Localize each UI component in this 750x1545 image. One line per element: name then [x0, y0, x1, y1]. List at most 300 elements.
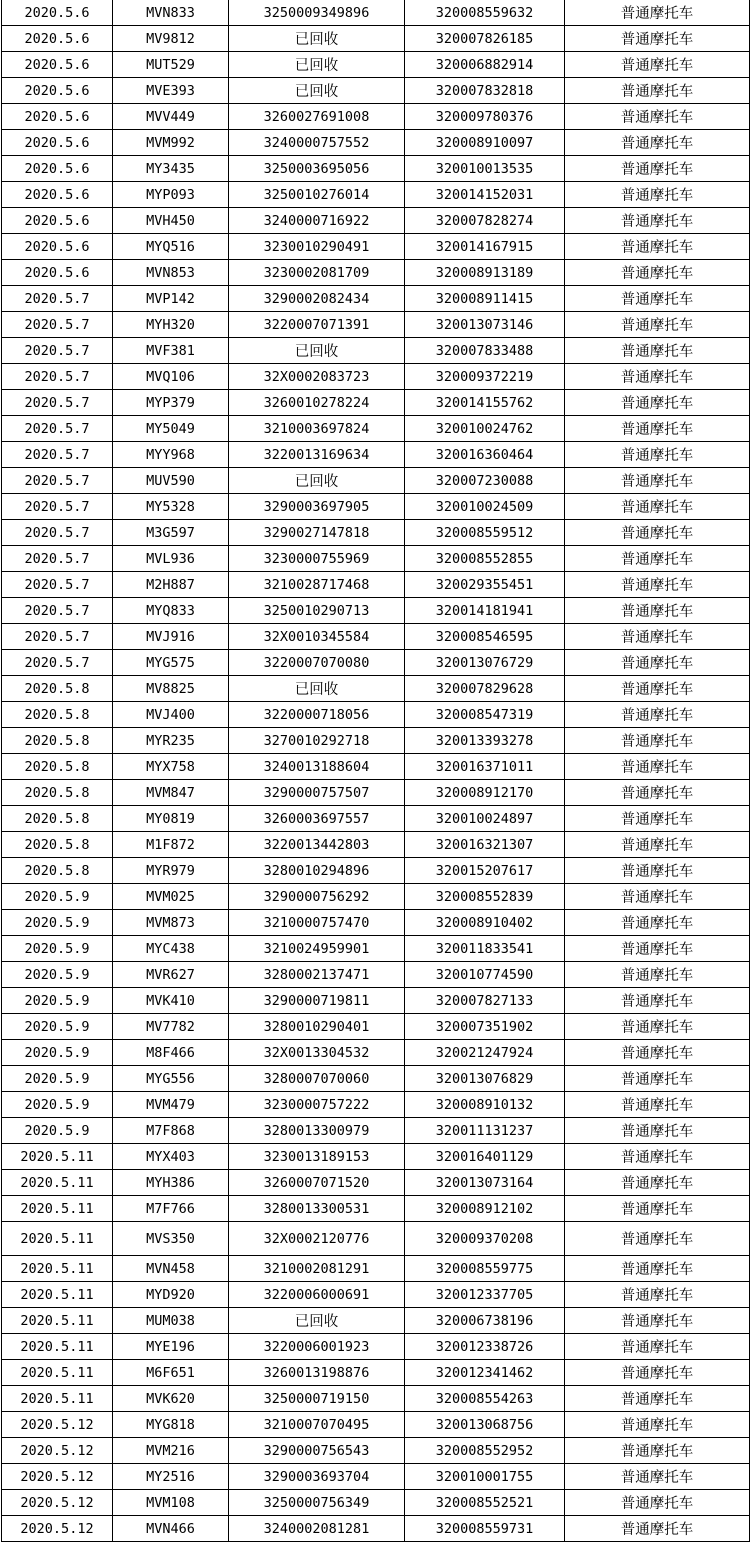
type-cell: 普通摩托车: [565, 78, 750, 104]
code-cell: 3290000719811: [229, 988, 405, 1014]
code-cell: 3280010294896: [229, 858, 405, 884]
table-row: [2, 1040, 750, 1066]
type-cell: 普通摩托车: [565, 988, 750, 1014]
vehicle-table: [1, 0, 750, 1542]
id-cell: 320010024762: [405, 416, 565, 442]
code-cell: 3240000716922: [229, 208, 405, 234]
id-cell: 320008913189: [405, 260, 565, 286]
table-row: [2, 572, 750, 598]
id-cell: 320013073146: [405, 312, 565, 338]
date-cell: 2020.5.12: [2, 1516, 113, 1542]
code-cell: 3230000757222: [229, 1092, 405, 1118]
code-cell: 3290003693704: [229, 1464, 405, 1490]
code-cell: 3240000757552: [229, 130, 405, 156]
type-cell: 普通摩托车: [565, 676, 750, 702]
code-cell: 3210000757470: [229, 910, 405, 936]
id-cell: 320010024509: [405, 494, 565, 520]
date-cell: 2020.5.11: [2, 1282, 113, 1308]
table-row: [2, 0, 750, 26]
type-cell: 普通摩托车: [565, 1334, 750, 1360]
date-cell: 2020.5.12: [2, 1464, 113, 1490]
plate-cell: MVK620: [113, 1386, 229, 1412]
type-cell: 普通摩托车: [565, 156, 750, 182]
id-cell: 320008552521: [405, 1490, 565, 1516]
date-cell: 2020.5.8: [2, 780, 113, 806]
id-cell: 320009780376: [405, 104, 565, 130]
table-row: [2, 1118, 750, 1144]
date-cell: 2020.5.6: [2, 182, 113, 208]
type-cell: 普通摩托车: [565, 390, 750, 416]
code-cell: 已回收: [229, 338, 405, 364]
date-cell: 2020.5.7: [2, 312, 113, 338]
table-row: [2, 1014, 750, 1040]
type-cell: 普通摩托车: [565, 1222, 750, 1256]
table-row: [2, 104, 750, 130]
type-cell: 普通摩托车: [565, 468, 750, 494]
plate-cell: MYR235: [113, 728, 229, 754]
table-row: [2, 1222, 750, 1256]
date-cell: 2020.5.9: [2, 1066, 113, 1092]
type-cell: 普通摩托车: [565, 962, 750, 988]
table-row: [2, 1438, 750, 1464]
type-cell: 普通摩托车: [565, 312, 750, 338]
plate-cell: MYR979: [113, 858, 229, 884]
id-cell: 320008552952: [405, 1438, 565, 1464]
type-cell: 普通摩托车: [565, 1040, 750, 1066]
id-cell: 320008912102: [405, 1196, 565, 1222]
type-cell: 普通摩托车: [565, 702, 750, 728]
id-cell: 320015207617: [405, 858, 565, 884]
code-cell: 3230013189153: [229, 1144, 405, 1170]
code-cell: 3280013300979: [229, 1118, 405, 1144]
table-row: [2, 754, 750, 780]
date-cell: 2020.5.11: [2, 1308, 113, 1334]
table-row: [2, 364, 750, 390]
plate-cell: MYH320: [113, 312, 229, 338]
plate-cell: MY2516: [113, 1464, 229, 1490]
table-row: [2, 884, 750, 910]
id-cell: 320008912170: [405, 780, 565, 806]
table-row: [2, 988, 750, 1014]
type-cell: 普通摩托车: [565, 416, 750, 442]
date-cell: 2020.5.8: [2, 832, 113, 858]
table-row: [2, 130, 750, 156]
code-cell: 3220006000691: [229, 1282, 405, 1308]
type-cell: 普通摩托车: [565, 442, 750, 468]
date-cell: 2020.5.7: [2, 364, 113, 390]
code-cell: 3230002081709: [229, 260, 405, 286]
id-cell: 320011131237: [405, 1118, 565, 1144]
id-cell: 320008546595: [405, 624, 565, 650]
code-cell: 32X0002120776: [229, 1222, 405, 1256]
id-cell: 320021247924: [405, 1040, 565, 1066]
code-cell: 3230010290491: [229, 234, 405, 260]
id-cell: 320013073164: [405, 1170, 565, 1196]
type-cell: 普通摩托车: [565, 208, 750, 234]
id-cell: 320006882914: [405, 52, 565, 78]
plate-cell: MYH386: [113, 1170, 229, 1196]
id-cell: 320016321307: [405, 832, 565, 858]
code-cell: 3250000719150: [229, 1386, 405, 1412]
table-row: [2, 1282, 750, 1308]
table-row: [2, 962, 750, 988]
code-cell: 3260013198876: [229, 1360, 405, 1386]
type-cell: 普通摩托车: [565, 936, 750, 962]
code-cell: 3260007071520: [229, 1170, 405, 1196]
type-cell: 普通摩托车: [565, 884, 750, 910]
type-cell: 普通摩托车: [565, 1516, 750, 1542]
type-cell: 普通摩托车: [565, 234, 750, 260]
date-cell: 2020.5.12: [2, 1412, 113, 1438]
code-cell: 3220013442803: [229, 832, 405, 858]
code-cell: 3220007071391: [229, 312, 405, 338]
type-cell: 普通摩托车: [565, 182, 750, 208]
date-cell: 2020.5.7: [2, 598, 113, 624]
table-row: [2, 806, 750, 832]
date-cell: 2020.5.11: [2, 1170, 113, 1196]
table-row: [2, 1464, 750, 1490]
date-cell: 2020.5.7: [2, 520, 113, 546]
table-row: [2, 26, 750, 52]
id-cell: 320007230088: [405, 468, 565, 494]
plate-cell: MY0819: [113, 806, 229, 832]
type-cell: 普通摩托车: [565, 130, 750, 156]
id-cell: 320010013535: [405, 156, 565, 182]
id-cell: 320009372219: [405, 364, 565, 390]
type-cell: 普通摩托车: [565, 338, 750, 364]
table-row: [2, 624, 750, 650]
plate-cell: MVL936: [113, 546, 229, 572]
plate-cell: MUT529: [113, 52, 229, 78]
table-row: [2, 1308, 750, 1334]
table-row: [2, 416, 750, 442]
plate-cell: MY5049: [113, 416, 229, 442]
type-cell: 普通摩托车: [565, 260, 750, 286]
date-cell: 2020.5.8: [2, 702, 113, 728]
date-cell: 2020.5.6: [2, 78, 113, 104]
plate-cell: M1F872: [113, 832, 229, 858]
plate-cell: MYG575: [113, 650, 229, 676]
id-cell: 320014181941: [405, 598, 565, 624]
plate-cell: MVV449: [113, 104, 229, 130]
date-cell: 2020.5.9: [2, 1040, 113, 1066]
id-cell: 320013068756: [405, 1412, 565, 1438]
id-cell: 320006738196: [405, 1308, 565, 1334]
date-cell: 2020.5.9: [2, 1014, 113, 1040]
code-cell: 3260003697557: [229, 806, 405, 832]
id-cell: 320016371011: [405, 754, 565, 780]
id-cell: 320007826185: [405, 26, 565, 52]
id-cell: 320010024897: [405, 806, 565, 832]
type-cell: 普通摩托车: [565, 728, 750, 754]
date-cell: 2020.5.11: [2, 1386, 113, 1412]
plate-cell: MYP379: [113, 390, 229, 416]
plate-cell: MYQ833: [113, 598, 229, 624]
code-cell: 3250000756349: [229, 1490, 405, 1516]
date-cell: 2020.5.12: [2, 1490, 113, 1516]
date-cell: 2020.5.7: [2, 546, 113, 572]
plate-cell: MUV590: [113, 468, 229, 494]
plate-cell: MVK410: [113, 988, 229, 1014]
code-cell: 32X0013304532: [229, 1040, 405, 1066]
table-row: [2, 208, 750, 234]
type-cell: 普通摩托车: [565, 598, 750, 624]
table-row: [2, 936, 750, 962]
type-cell: 普通摩托车: [565, 1170, 750, 1196]
table-row: [2, 702, 750, 728]
id-cell: 320007829628: [405, 676, 565, 702]
table-row: [2, 1144, 750, 1170]
id-cell: 320008910097: [405, 130, 565, 156]
type-cell: 普通摩托车: [565, 572, 750, 598]
plate-cell: MVM108: [113, 1490, 229, 1516]
type-cell: 普通摩托车: [565, 1360, 750, 1386]
code-cell: 已回收: [229, 52, 405, 78]
id-cell: 320010001755: [405, 1464, 565, 1490]
code-cell: 3290027147818: [229, 520, 405, 546]
plate-cell: MYQ516: [113, 234, 229, 260]
table-row: [2, 1412, 750, 1438]
table-row: [2, 1386, 750, 1412]
plate-cell: MVN853: [113, 260, 229, 286]
plate-cell: M8F466: [113, 1040, 229, 1066]
code-cell: 已回收: [229, 78, 405, 104]
code-cell: 3290003697905: [229, 494, 405, 520]
plate-cell: MVP142: [113, 286, 229, 312]
code-cell: 3210003697824: [229, 416, 405, 442]
id-cell: 320008559775: [405, 1256, 565, 1282]
plate-cell: MVR627: [113, 962, 229, 988]
table-row: [2, 1196, 750, 1222]
date-cell: 2020.5.9: [2, 910, 113, 936]
id-cell: 320008547319: [405, 702, 565, 728]
type-cell: 普通摩托车: [565, 858, 750, 884]
type-cell: 普通摩托车: [565, 1282, 750, 1308]
type-cell: 普通摩托车: [565, 780, 750, 806]
type-cell: 普通摩托车: [565, 1386, 750, 1412]
plate-cell: MYD920: [113, 1282, 229, 1308]
type-cell: 普通摩托车: [565, 52, 750, 78]
plate-cell: MYY968: [113, 442, 229, 468]
id-cell: 320012341462: [405, 1360, 565, 1386]
plate-cell: MV7782: [113, 1014, 229, 1040]
type-cell: 普通摩托车: [565, 1014, 750, 1040]
plate-cell: MYG556: [113, 1066, 229, 1092]
date-cell: 2020.5.9: [2, 884, 113, 910]
id-cell: 320008552839: [405, 884, 565, 910]
code-cell: 3220000718056: [229, 702, 405, 728]
plate-cell: MVN458: [113, 1256, 229, 1282]
plate-cell: MVN833: [113, 0, 229, 26]
type-cell: 普通摩托车: [565, 494, 750, 520]
id-cell: 320013076829: [405, 1066, 565, 1092]
date-cell: 2020.5.6: [2, 156, 113, 182]
plate-cell: MYE196: [113, 1334, 229, 1360]
table-row: [2, 312, 750, 338]
table-row: [2, 676, 750, 702]
id-cell: 320008559512: [405, 520, 565, 546]
code-cell: 3260010278224: [229, 390, 405, 416]
code-cell: 3240013188604: [229, 754, 405, 780]
type-cell: 普通摩托车: [565, 754, 750, 780]
type-cell: 普通摩托车: [565, 1196, 750, 1222]
type-cell: 普通摩托车: [565, 26, 750, 52]
date-cell: 2020.5.8: [2, 676, 113, 702]
date-cell: 2020.5.11: [2, 1144, 113, 1170]
plate-cell: MVH450: [113, 208, 229, 234]
code-cell: 已回收: [229, 676, 405, 702]
table-row: [2, 1516, 750, 1542]
id-cell: 320012337705: [405, 1282, 565, 1308]
table-row: [2, 78, 750, 104]
type-cell: 普通摩托车: [565, 1490, 750, 1516]
plate-cell: MYX403: [113, 1144, 229, 1170]
table-row: [2, 338, 750, 364]
date-cell: 2020.5.7: [2, 442, 113, 468]
date-cell: 2020.5.6: [2, 208, 113, 234]
id-cell: 320016401129: [405, 1144, 565, 1170]
plate-cell: MVM847: [113, 780, 229, 806]
id-cell: 320012338726: [405, 1334, 565, 1360]
table-row: [2, 156, 750, 182]
date-cell: 2020.5.7: [2, 286, 113, 312]
date-cell: 2020.5.9: [2, 1118, 113, 1144]
plate-cell: MVE393: [113, 78, 229, 104]
table-row: [2, 1066, 750, 1092]
id-cell: 320013393278: [405, 728, 565, 754]
date-cell: 2020.5.8: [2, 858, 113, 884]
id-cell: 320008911415: [405, 286, 565, 312]
type-cell: 普通摩托车: [565, 1092, 750, 1118]
type-cell: 普通摩托车: [565, 650, 750, 676]
table-row: [2, 442, 750, 468]
date-cell: 2020.5.8: [2, 728, 113, 754]
date-cell: 2020.5.7: [2, 624, 113, 650]
plate-cell: M7F766: [113, 1196, 229, 1222]
id-cell: 320008554263: [405, 1386, 565, 1412]
table-row: [2, 390, 750, 416]
plate-cell: MVM025: [113, 884, 229, 910]
code-cell: 3280002137471: [229, 962, 405, 988]
plate-cell: MUM038: [113, 1308, 229, 1334]
date-cell: 2020.5.7: [2, 650, 113, 676]
id-cell: 320029355451: [405, 572, 565, 598]
id-cell: 320011833541: [405, 936, 565, 962]
date-cell: 2020.5.7: [2, 572, 113, 598]
table-row: [2, 728, 750, 754]
type-cell: 普通摩托车: [565, 910, 750, 936]
table-row: [2, 780, 750, 806]
date-cell: 2020.5.9: [2, 988, 113, 1014]
code-cell: 3270010292718: [229, 728, 405, 754]
type-cell: 普通摩托车: [565, 546, 750, 572]
type-cell: 普通摩托车: [565, 520, 750, 546]
date-cell: 2020.5.9: [2, 936, 113, 962]
plate-cell: MVM873: [113, 910, 229, 936]
table-row: [2, 1170, 750, 1196]
code-cell: 3280010290401: [229, 1014, 405, 1040]
table-row: [2, 1360, 750, 1386]
date-cell: 2020.5.7: [2, 494, 113, 520]
code-cell: 3220006001923: [229, 1334, 405, 1360]
code-cell: 3290000757507: [229, 780, 405, 806]
table-body: [2, 0, 750, 1542]
type-cell: 普通摩托车: [565, 624, 750, 650]
id-cell: 320014155762: [405, 390, 565, 416]
type-cell: 普通摩托车: [565, 1144, 750, 1170]
date-cell: 2020.5.11: [2, 1360, 113, 1386]
type-cell: 普通摩托车: [565, 1066, 750, 1092]
date-cell: 2020.5.6: [2, 26, 113, 52]
id-cell: 320008910402: [405, 910, 565, 936]
code-cell: 已回收: [229, 26, 405, 52]
table-row: [2, 286, 750, 312]
code-cell: 3280007070060: [229, 1066, 405, 1092]
date-cell: 2020.5.6: [2, 0, 113, 26]
type-cell: 普通摩托车: [565, 286, 750, 312]
id-cell: 320008552855: [405, 546, 565, 572]
plate-cell: M6F651: [113, 1360, 229, 1386]
plate-cell: MVS350: [113, 1222, 229, 1256]
id-cell: 320014167915: [405, 234, 565, 260]
plate-cell: MY3435: [113, 156, 229, 182]
code-cell: 3280013300531: [229, 1196, 405, 1222]
code-cell: 3260027691008: [229, 104, 405, 130]
id-cell: 320007828274: [405, 208, 565, 234]
date-cell: 2020.5.11: [2, 1222, 113, 1256]
plate-cell: MYP093: [113, 182, 229, 208]
code-cell: 3250010276014: [229, 182, 405, 208]
date-cell: 2020.5.6: [2, 234, 113, 260]
table-row: [2, 858, 750, 884]
table-row: [2, 520, 750, 546]
type-cell: 普通摩托车: [565, 1412, 750, 1438]
type-cell: 普通摩托车: [565, 1256, 750, 1282]
id-cell: 320007351902: [405, 1014, 565, 1040]
plate-cell: MVJ916: [113, 624, 229, 650]
date-cell: 2020.5.9: [2, 962, 113, 988]
plate-cell: MYG818: [113, 1412, 229, 1438]
table-row: [2, 52, 750, 78]
id-cell: 320009370208: [405, 1222, 565, 1256]
table-row: [2, 1256, 750, 1282]
id-cell: 320008559731: [405, 1516, 565, 1542]
code-cell: 已回收: [229, 468, 405, 494]
type-cell: 普通摩托车: [565, 1438, 750, 1464]
type-cell: 普通摩托车: [565, 1464, 750, 1490]
plate-cell: MYC438: [113, 936, 229, 962]
table-row: [2, 494, 750, 520]
table-row: [2, 650, 750, 676]
plate-cell: MVM992: [113, 130, 229, 156]
plate-cell: MYX758: [113, 754, 229, 780]
id-cell: 320008559632: [405, 0, 565, 26]
type-cell: 普通摩托车: [565, 364, 750, 390]
type-cell: 普通摩托车: [565, 104, 750, 130]
table-row: [2, 1092, 750, 1118]
id-cell: 320007833488: [405, 338, 565, 364]
date-cell: 2020.5.7: [2, 416, 113, 442]
table-row: [2, 546, 750, 572]
table-row: [2, 1490, 750, 1516]
code-cell: 3290000756292: [229, 884, 405, 910]
code-cell: 3220013169634: [229, 442, 405, 468]
date-cell: 2020.5.7: [2, 390, 113, 416]
code-cell: 3250003695056: [229, 156, 405, 182]
code-cell: 已回收: [229, 1308, 405, 1334]
table-row: [2, 182, 750, 208]
id-cell: 320007827133: [405, 988, 565, 1014]
